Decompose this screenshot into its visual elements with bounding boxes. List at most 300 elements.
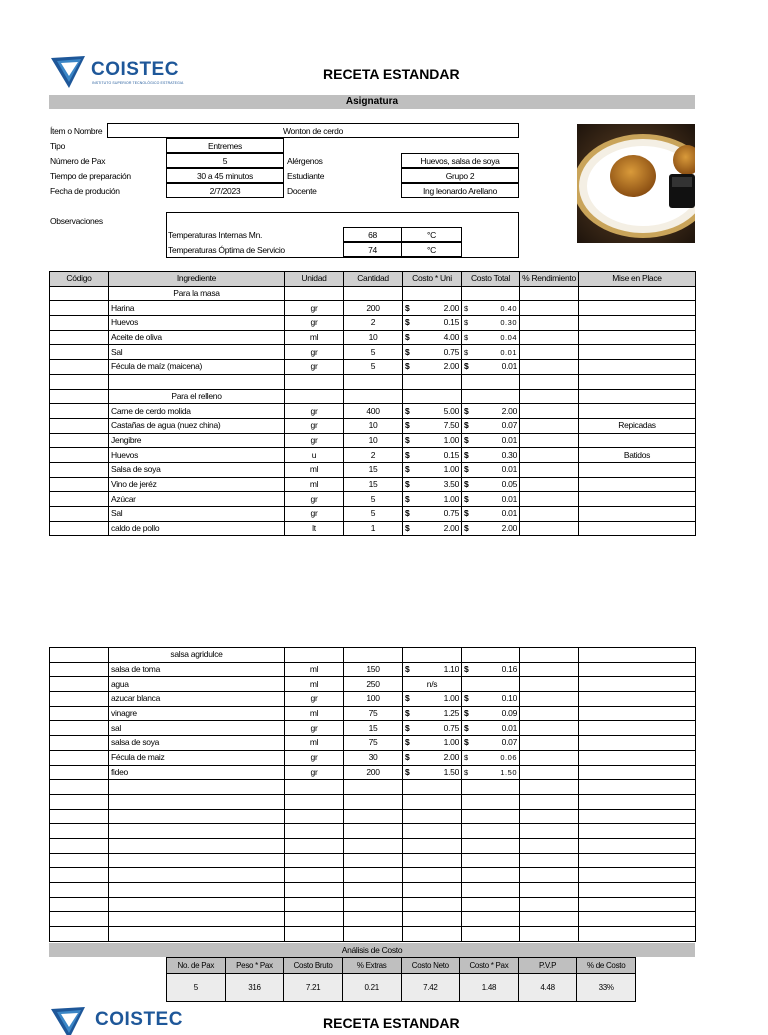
column-header: Ingrediente <box>109 272 285 287</box>
quantity-cell: 10 <box>344 433 403 448</box>
empty-cell <box>50 897 109 912</box>
brand-name-page2: COISTEC <box>95 1009 183 1030</box>
empty-cell <box>285 809 344 824</box>
ingredient-cell: Harina <box>109 301 285 316</box>
cost-table <box>166 957 636 1002</box>
unit-cell: gr <box>285 360 344 375</box>
empty-cell <box>50 883 109 898</box>
total-cost-cell: $ 0.04 <box>462 330 520 345</box>
column-header: % Rendimiento <box>520 272 579 287</box>
empty-cell <box>50 868 109 883</box>
coistec-logo-icon <box>51 54 87 90</box>
mise-cell <box>579 330 696 345</box>
empty-cell <box>579 389 696 404</box>
yield-cell <box>520 404 579 419</box>
empty-cell <box>285 883 344 898</box>
column-header: Costo Total <box>462 272 520 287</box>
empty-cell <box>579 853 696 868</box>
brand-subtitle: INSTITUTO SUPERIOR TECNOLÓGICO ESTRATEGIA <box>92 81 184 85</box>
empty-cell <box>579 868 696 883</box>
dish-photo <box>577 124 695 243</box>
total-cost-cell: $ 0.30 <box>462 448 520 463</box>
unit-cell: ml <box>285 677 344 692</box>
code-cell <box>50 677 109 692</box>
total-cost-cell: $ 0.01 <box>462 492 520 507</box>
yield-cell <box>520 345 579 360</box>
empty-cell <box>403 286 462 301</box>
unit-cell: gr <box>285 750 344 765</box>
empty-cell <box>579 838 696 853</box>
pax-label: Número de Pax <box>50 156 106 166</box>
empty-cell <box>403 897 462 912</box>
docente-value-box <box>401 183 519 198</box>
empty-cell <box>462 824 520 839</box>
table-row <box>50 330 696 345</box>
brand-logo-page2 <box>51 1003 211 1033</box>
cost-header: % de Costo <box>577 958 636 974</box>
empty-cell <box>579 648 696 663</box>
coistec-logo-icon-page2 <box>51 1005 87 1035</box>
mise-cell <box>579 507 696 522</box>
empty-cell <box>462 780 520 795</box>
empty-cell <box>520 927 579 942</box>
docente-value: Ing leonardo Arellano <box>422 186 498 196</box>
empty-row <box>50 794 696 809</box>
empty-cell <box>109 897 285 912</box>
empty-cell <box>520 809 579 824</box>
empty-cell <box>344 794 403 809</box>
quantity-cell: 5 <box>344 492 403 507</box>
empty-cell <box>50 927 109 942</box>
tipo-value: Entremes <box>208 141 242 151</box>
total-cost-cell: $ 0.09 <box>462 706 520 721</box>
yield-cell <box>520 360 579 375</box>
unit-cell: gr <box>285 404 344 419</box>
cost-header: Peso * Pax <box>225 958 284 974</box>
temp1-unit: °C <box>427 230 436 240</box>
empty-cell <box>344 824 403 839</box>
section-title: Para el relleno <box>109 389 285 404</box>
empty-cell <box>579 883 696 898</box>
code-cell <box>50 316 109 331</box>
section-title: Para la masa <box>109 286 285 301</box>
empty-cell <box>462 927 520 942</box>
empty-cell <box>403 927 462 942</box>
empty-cell <box>109 927 285 942</box>
temp2-value: 74 <box>368 245 377 255</box>
yield-cell <box>520 721 579 736</box>
quantity-cell: 2 <box>344 448 403 463</box>
ingredient-cell: agua <box>109 677 285 692</box>
quantity-cell: 400 <box>344 404 403 419</box>
column-header: Cantidad <box>344 272 403 287</box>
empty-cell <box>520 838 579 853</box>
code-cell <box>50 477 109 492</box>
code-cell <box>50 765 109 780</box>
table-row <box>50 462 696 477</box>
unit-cost-cell: $ 2.00 <box>403 301 462 316</box>
docente-label: Docente <box>287 186 317 196</box>
empty-cell <box>285 374 344 389</box>
sauce-table <box>49 647 696 942</box>
empty-cell <box>579 780 696 795</box>
mise-cell <box>579 736 696 751</box>
unit-cell: gr <box>285 433 344 448</box>
empty-cell <box>50 824 109 839</box>
temp2-unit-box <box>401 242 462 257</box>
mise-cell <box>579 706 696 721</box>
yield-cell <box>520 507 579 522</box>
code-cell <box>50 389 109 404</box>
code-cell <box>50 448 109 463</box>
table-row <box>50 507 696 522</box>
unit-cost-cell: $ 5.00 <box>403 404 462 419</box>
empty-cell <box>344 809 403 824</box>
empty-cell <box>344 883 403 898</box>
empty-cell <box>50 853 109 868</box>
empty-cell <box>344 897 403 912</box>
empty-cell <box>579 809 696 824</box>
observaciones-label: Observaciones <box>50 216 103 226</box>
total-cost-cell: $ 0.40 <box>462 301 520 316</box>
code-cell <box>50 462 109 477</box>
empty-cell <box>285 853 344 868</box>
empty-cell <box>462 838 520 853</box>
total-cost-cell: $ 0.05 <box>462 477 520 492</box>
empty-cell <box>462 912 520 927</box>
estudiante-value: Grupo 2 <box>445 171 475 181</box>
column-header: Código <box>50 272 109 287</box>
empty-cell <box>50 809 109 824</box>
fecha-label: Fecha de produción <box>50 186 120 196</box>
subject-bar <box>49 95 695 109</box>
mise-cell <box>579 492 696 507</box>
mise-cell <box>579 521 696 536</box>
tipo-value-box <box>166 138 284 153</box>
empty-cell <box>285 912 344 927</box>
tiempo-value-box <box>166 168 284 183</box>
ingredient-cell: sal <box>109 721 285 736</box>
empty-cell <box>462 648 520 663</box>
table-row <box>50 477 696 492</box>
empty-cell <box>109 853 285 868</box>
mise-cell <box>579 316 696 331</box>
ingredient-cell: salsa de soya <box>109 736 285 751</box>
quantity-cell: 15 <box>344 721 403 736</box>
alergenos-value: Huevos, salsa de soya <box>420 156 500 166</box>
unit-cost-cell: $ 1.00 <box>403 736 462 751</box>
cost-value: 316 <box>225 974 284 1002</box>
quantity-cell: 10 <box>344 418 403 433</box>
total-cost-cell: $ 0.07 <box>462 418 520 433</box>
total-cost-cell: $ 1.50 <box>462 765 520 780</box>
unit-cell: lt <box>285 521 344 536</box>
brand-logo <box>51 53 191 93</box>
mise-cell <box>579 433 696 448</box>
alergenos-label: Alérgenos <box>287 156 323 166</box>
section-title-row <box>50 389 696 404</box>
empty-cell <box>285 794 344 809</box>
empty-cell <box>344 374 403 389</box>
unit-cost-cell: $ 1.00 <box>403 692 462 707</box>
empty-cell <box>285 389 344 404</box>
code-cell <box>50 492 109 507</box>
total-cost-cell: $ 0.01 <box>462 507 520 522</box>
page-title: RECETA ESTANDAR <box>323 66 460 82</box>
table-row <box>50 404 696 419</box>
quantity-cell: 5 <box>344 345 403 360</box>
yield-cell <box>520 736 579 751</box>
section-title-row <box>50 286 696 301</box>
tipo-label: Tipo <box>50 141 66 151</box>
empty-cell <box>109 809 285 824</box>
total-cost-cell: $ 2.00 <box>462 521 520 536</box>
unit-cost-cell: $ 1.00 <box>403 433 462 448</box>
tiempo-label: Tiempo de preparación <box>50 171 131 181</box>
ingredient-cell: Azúcar <box>109 492 285 507</box>
yield-cell <box>520 765 579 780</box>
item-value: Wonton de cerdo <box>282 126 344 136</box>
code-cell <box>50 345 109 360</box>
unit-cost-cell: $ 2.00 <box>403 750 462 765</box>
empty-cell <box>579 824 696 839</box>
empty-cell <box>520 883 579 898</box>
estudiante-label: Estudiante <box>287 171 325 181</box>
table-row <box>50 301 696 316</box>
empty-cell <box>520 780 579 795</box>
table-row <box>50 677 696 692</box>
yield-cell <box>520 418 579 433</box>
unit-cost-cell: $ 0.75 <box>403 721 462 736</box>
cost-value: 7.42 <box>401 974 460 1002</box>
table-row <box>50 492 696 507</box>
unit-cost-cell: $ 0.75 <box>403 345 462 360</box>
temp1-unit-box <box>401 227 462 242</box>
ingredients-table <box>49 271 696 536</box>
column-header: Unidad <box>285 272 344 287</box>
code-cell <box>50 330 109 345</box>
empty-cell <box>520 897 579 912</box>
empty-cell <box>579 912 696 927</box>
mise-cell <box>579 301 696 316</box>
empty-cell <box>285 824 344 839</box>
unit-cell: gr <box>285 301 344 316</box>
quantity-cell: 75 <box>344 736 403 751</box>
empty-cell <box>50 794 109 809</box>
table-row <box>50 433 696 448</box>
unit-cost-cell: $ 2.00 <box>403 521 462 536</box>
code-cell <box>50 662 109 677</box>
wonton-plate-image <box>577 124 695 243</box>
unit-cost-cell: n/s <box>403 677 462 692</box>
empty-cell <box>109 883 285 898</box>
code-cell <box>50 750 109 765</box>
brand-name: COISTEC <box>91 59 179 80</box>
unit-cost-cell: $ 4.00 <box>403 330 462 345</box>
table-row <box>50 345 696 360</box>
empty-cell <box>109 912 285 927</box>
fecha-value: 2/7/2023 <box>209 186 241 196</box>
unit-cost-cell: $ 1.00 <box>403 462 462 477</box>
mise-cell <box>579 345 696 360</box>
code-cell <box>50 706 109 721</box>
ingredient-cell: Sal <box>109 507 285 522</box>
empty-cell <box>285 927 344 942</box>
unit-cell: gr <box>285 765 344 780</box>
empty-cell <box>462 286 520 301</box>
total-cost-cell: $ 0.01 <box>462 433 520 448</box>
quantity-cell: 75 <box>344 706 403 721</box>
table-row <box>50 706 696 721</box>
table-row <box>50 692 696 707</box>
cost-header: Costo * Pax <box>460 958 519 974</box>
table-row <box>50 418 696 433</box>
unit-cell: u <box>285 448 344 463</box>
empty-row <box>50 374 696 389</box>
empty-cell <box>462 868 520 883</box>
yield-cell <box>520 316 579 331</box>
empty-row <box>50 824 696 839</box>
empty-cell <box>50 912 109 927</box>
code-cell <box>50 360 109 375</box>
unit-cost-cell: $ 1.50 <box>403 765 462 780</box>
empty-cell <box>403 838 462 853</box>
temp1-label: Temperaturas Internas Mn. <box>168 230 263 240</box>
unit-cell: gr <box>285 316 344 331</box>
column-header: Mise en Place <box>579 272 696 287</box>
empty-cell <box>109 868 285 883</box>
empty-cell <box>462 897 520 912</box>
quantity-cell: 200 <box>344 301 403 316</box>
yield-cell <box>520 662 579 677</box>
empty-cell <box>109 780 285 795</box>
quantity-cell: 15 <box>344 462 403 477</box>
table-row <box>50 721 696 736</box>
ingredient-cell: fideo <box>109 765 285 780</box>
empty-cell <box>462 853 520 868</box>
table-row <box>50 316 696 331</box>
temp1-value: 68 <box>368 230 377 240</box>
quantity-cell: 5 <box>344 360 403 375</box>
empty-cell <box>462 374 520 389</box>
unit-cell: gr <box>285 418 344 433</box>
empty-cell <box>344 780 403 795</box>
total-cost-cell: $ 0.01 <box>462 345 520 360</box>
code-cell <box>50 521 109 536</box>
cost-value: 4.48 <box>518 974 577 1002</box>
empty-cell <box>403 824 462 839</box>
unit-cost-cell: $ 0.15 <box>403 448 462 463</box>
code-cell <box>50 721 109 736</box>
ingredient-cell: Fécula de maiz <box>109 750 285 765</box>
empty-row <box>50 927 696 942</box>
empty-cell <box>285 286 344 301</box>
unit-cell: gr <box>285 345 344 360</box>
table-row <box>50 662 696 677</box>
ingredient-cell: Huevos <box>109 448 285 463</box>
quantity-cell: 30 <box>344 750 403 765</box>
empty-cell <box>403 883 462 898</box>
quantity-cell: 150 <box>344 662 403 677</box>
empty-row <box>50 868 696 883</box>
empty-cell <box>520 824 579 839</box>
cost-analysis-bar <box>49 943 695 957</box>
empty-cell <box>285 838 344 853</box>
code-cell <box>50 418 109 433</box>
empty-cell <box>344 868 403 883</box>
cost-header: Costo Bruto <box>284 958 343 974</box>
ingredient-cell: Castañas de agua (nuez china) <box>109 418 285 433</box>
empty-cell <box>462 883 520 898</box>
mise-cell <box>579 677 696 692</box>
cost-value: 33% <box>577 974 636 1002</box>
yield-cell <box>520 750 579 765</box>
ingredient-cell: Aceite de oliva <box>109 330 285 345</box>
quantity-cell: 15 <box>344 477 403 492</box>
ingredient-cell: salsa de toma <box>109 662 285 677</box>
mise-cell <box>579 462 696 477</box>
cost-value: 1.48 <box>460 974 519 1002</box>
empty-cell <box>403 389 462 404</box>
empty-cell <box>50 374 109 389</box>
quantity-cell: 200 <box>344 765 403 780</box>
estudiante-value-box <box>401 168 519 183</box>
empty-cell <box>109 794 285 809</box>
mise-cell <box>579 360 696 375</box>
cost-header: No. de Pax <box>167 958 226 974</box>
table-row <box>50 765 696 780</box>
table-row <box>50 736 696 751</box>
quantity-cell: 100 <box>344 692 403 707</box>
empty-cell <box>403 868 462 883</box>
empty-cell <box>285 868 344 883</box>
table-row <box>50 521 696 536</box>
ingredient-cell: Fécula de maíz (maicena) <box>109 360 285 375</box>
temp1-value-box <box>343 227 402 242</box>
unit-cell: gr <box>285 492 344 507</box>
ingredient-cell: Huevos <box>109 316 285 331</box>
empty-cell <box>520 868 579 883</box>
cost-header: % Extras <box>342 958 401 974</box>
mise-cell <box>579 662 696 677</box>
unit-cost-cell: $ 2.00 <box>403 360 462 375</box>
total-cost-cell: $ 0.01 <box>462 462 520 477</box>
ingredient-cell: Salsa de soya <box>109 462 285 477</box>
quantity-cell: 5 <box>344 507 403 522</box>
total-cost-cell: $ 0.16 <box>462 662 520 677</box>
empty-cell <box>462 389 520 404</box>
empty-cell <box>344 286 403 301</box>
unit-cost-cell: $ 1.10 <box>403 662 462 677</box>
empty-cell <box>344 389 403 404</box>
unit-cell: ml <box>285 736 344 751</box>
yield-cell <box>520 433 579 448</box>
empty-row <box>50 780 696 795</box>
total-cost-cell: $ 0.01 <box>462 721 520 736</box>
empty-cell <box>520 794 579 809</box>
empty-cell <box>520 648 579 663</box>
unit-cell: gr <box>285 721 344 736</box>
empty-row <box>50 809 696 824</box>
temp2-label: Temperaturas Óptima de Servicio <box>168 245 285 255</box>
yield-cell <box>520 448 579 463</box>
empty-cell <box>344 912 403 927</box>
empty-cell <box>109 838 285 853</box>
empty-cell <box>344 838 403 853</box>
cost-value: 0.21 <box>342 974 401 1002</box>
total-cost-cell: $ 0.10 <box>462 692 520 707</box>
mise-cell <box>579 692 696 707</box>
